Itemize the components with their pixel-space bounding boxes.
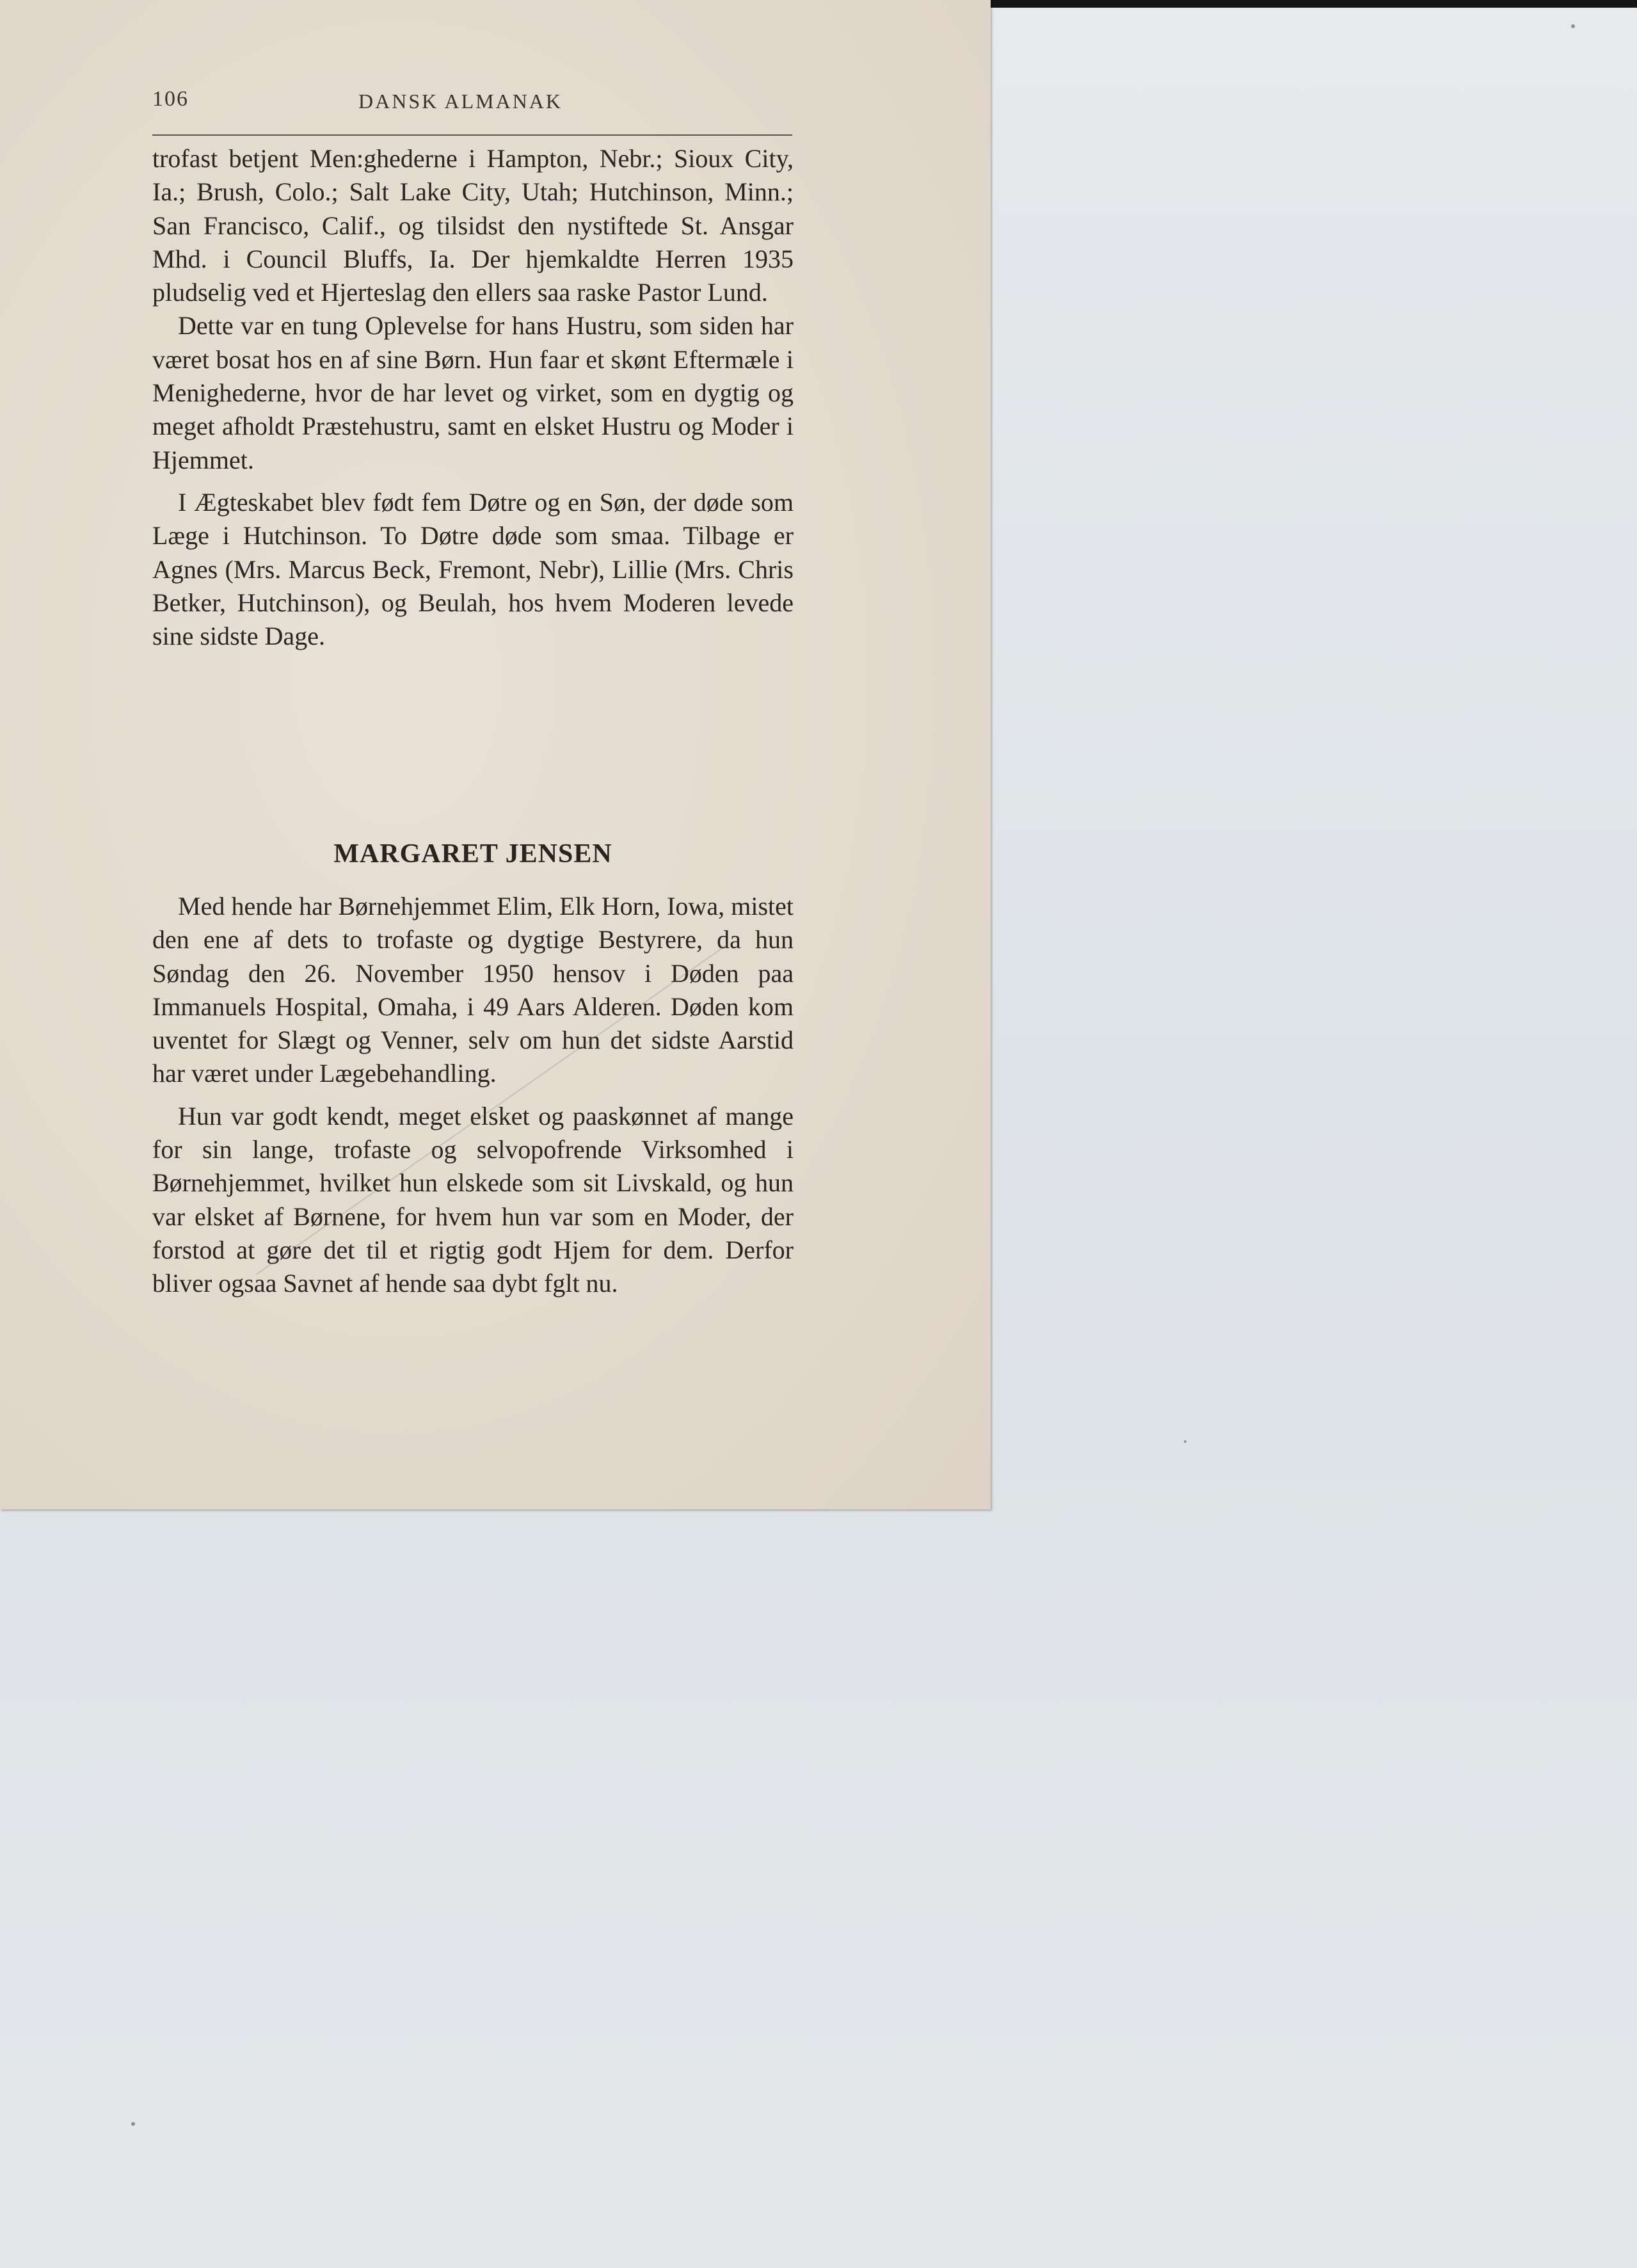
- header-rule: [152, 134, 792, 136]
- paragraph: I Ægteskabet blev født fem Døtre og en Søn, der døde som Læge i Hutchinson. To Døtre døde som smaa. Tilbage er Agnes (Mrs. Marcus Beck, Fremont, Nebr), Lillie (Mrs. Chris Betker, Hutchinson), og Beulah, hos hvem Moderen levede sine sidste Dage.: [152, 487, 794, 651]
- dust-speck: [1571, 24, 1575, 28]
- paragraph: Dette var en tung Oplevelse for hans Hustru, som siden har været bosat hos en af sine Børn. Hun faar et skønt Eftermæle i Menighederne, hvor de har levet og virket, som en dygtig og meget afholdt Præstehustru, samt en elsket Hustru og Moder i Hjemmet.: [152, 311, 794, 474]
- running-title: DANSK ALMANAK: [358, 90, 563, 113]
- dust-speck: [131, 2122, 135, 2126]
- section-heading: MARGARET JENSEN: [333, 839, 612, 869]
- scanned-page: [0, 0, 991, 1509]
- paragraph: trofast betjent Men:ghederne i Hampton, Nebr.; Sioux City, Ia.; Brush, Colo.; Salt Lake City, Utah; Hutchinson, Minn.; San Francisco, Calif., og tilsidst den nystiftede St. Ansgar Mhd. i Council Bluffs, Ia. Der hjemkaldte Herren 1935 pludselig ved et Hjerteslag den ellers saa raske Pastor Lund.: [152, 144, 794, 307]
- paragraph: Hun var godt kendt, meget elsket og paaskønnet af mange for sin lange, trofaste og selvopofrende Virksomhed i Børnehjemmet, hvilket hun elskede som sit Livskald, og hun var elsket af Børnene, for hvem hun var som en Moder, der forstod at gøre det til et rigtig godt Hjem for dem. Derfor bliver ogsaa Savnet af hende saa dybt fglt nu.: [152, 1101, 794, 1298]
- page-header: [152, 87, 792, 125]
- dust-speck: [1184, 1440, 1186, 1443]
- margaret-jensen-obituary: [152, 890, 794, 1301]
- paragraph: Med hende har Børnehjemmet Elim, Elk Horn, Iowa, mistet den ene af dets to trofaste og dygtige Bestyrere, da hun Søndag den 26. November 1950 hensov i Døden paa Immanuels Hospital, Omaha, i 49 Aars Alderen. Døden kom uventet for Slægt og Venner, selv om hun det sidste Aarstid har været under Lægebehandling.: [152, 892, 794, 1088]
- obituary-continuation: [152, 142, 794, 653]
- scan-edge-shadow: [991, 0, 1637, 8]
- page-number: 106: [152, 87, 189, 111]
